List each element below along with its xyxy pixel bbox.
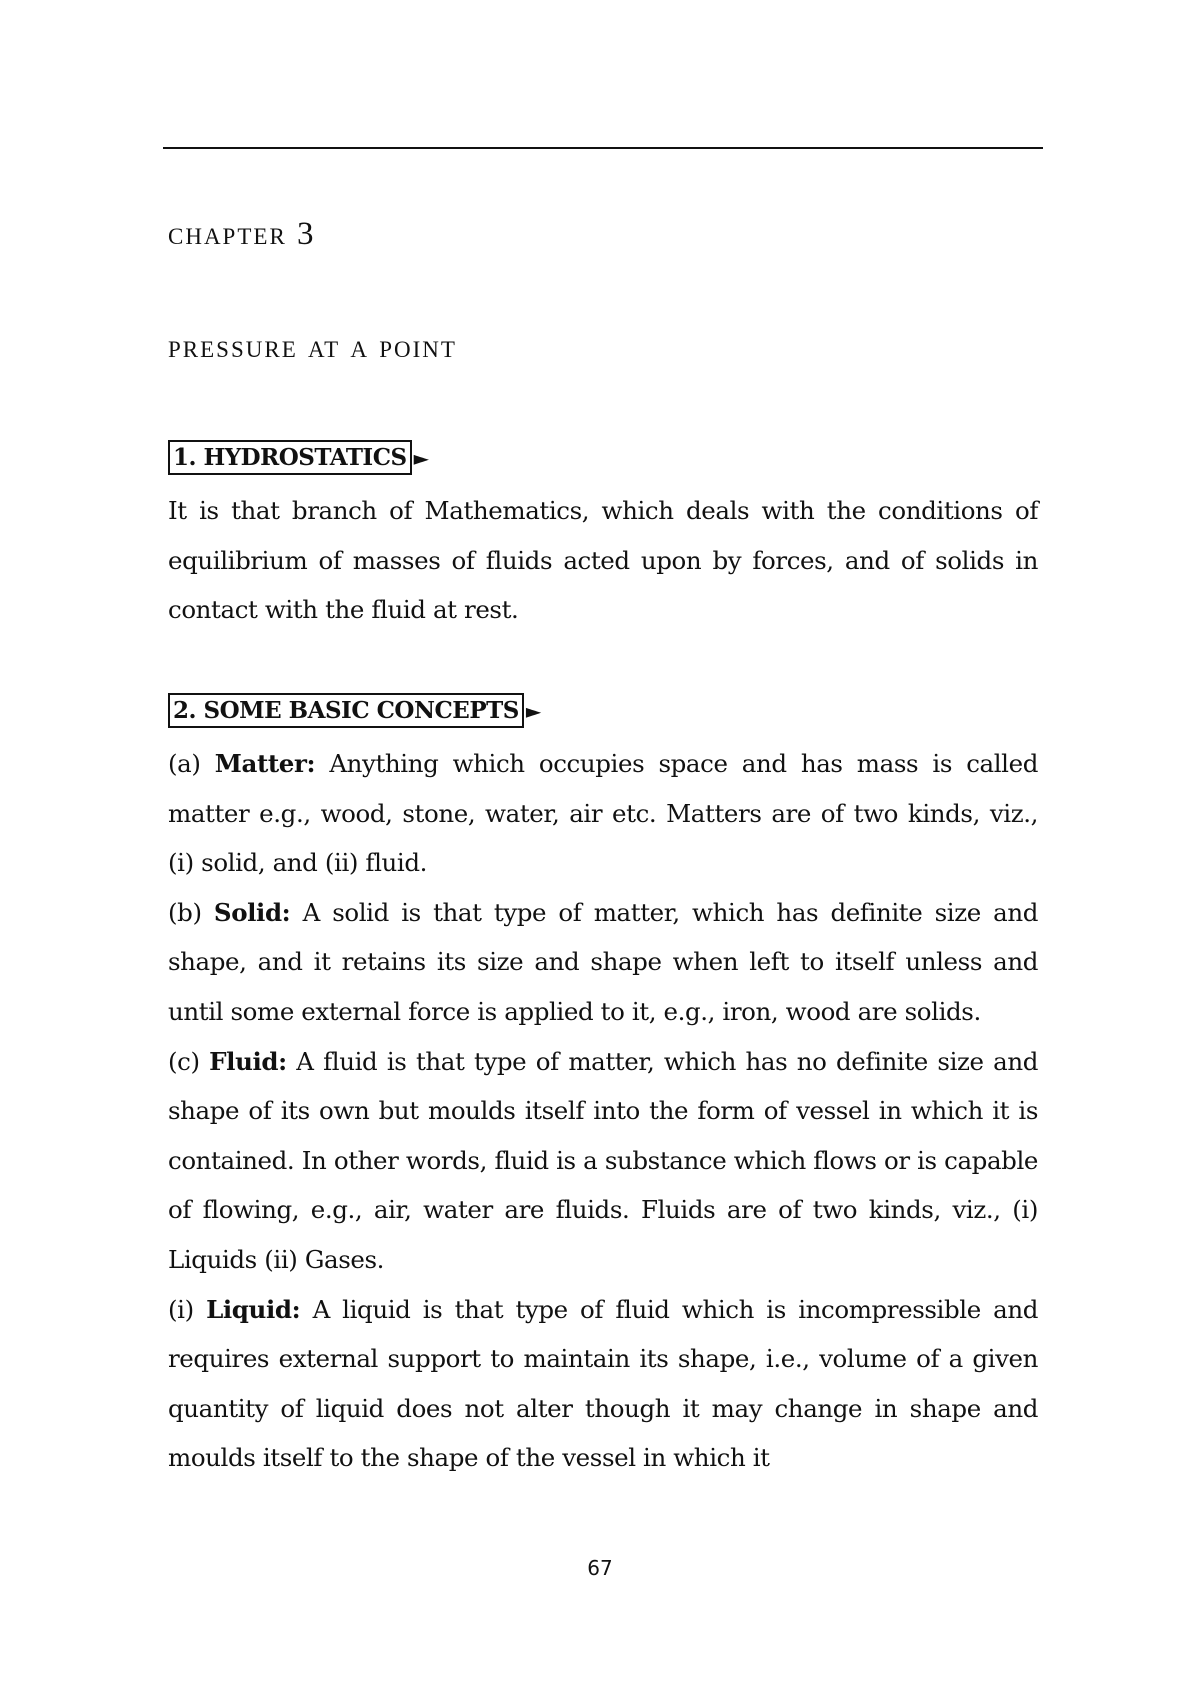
- section-heading-label: 1. HYDROSTATICS: [168, 440, 412, 475]
- arrow-right-icon: ►: [413, 445, 429, 470]
- section-heading-label: 2. SOME BASIC CONCEPTS: [168, 693, 524, 728]
- definition-text: A liquid is that type of fluid which is incompressible and requires external support to maintain its shape, i.e., volume of a given quantity of liquid does not alter though it may change in shape and moulds itself to the shape of the vessel in which it: [168, 1294, 1038, 1473]
- section-heading-hydrostatics: [168, 440, 429, 475]
- chapter-title: pressure at a point: [168, 329, 457, 365]
- page-number: 67: [587, 1556, 613, 1580]
- item-prefix: (b): [168, 897, 214, 927]
- term-solid: Solid:: [213, 897, 291, 927]
- term-liquid: Liquid:: [206, 1294, 301, 1324]
- item-prefix: (c): [168, 1046, 210, 1076]
- definition-matter: [168, 739, 1038, 888]
- section-heading-basic-concepts: [168, 693, 541, 728]
- definition-liquid: [168, 1285, 1038, 1483]
- definition-text: A fluid is that type of matter, which has no definite size and shape of its own but moulds itself into the form of vessel in which it is contained. In other words, fluid is a substance which flows or is capable of flowing, e.g., air, water are fluids. Fluids are of two kinds, viz., (i) Liquids (ii) Gases.: [168, 1046, 1039, 1274]
- top-rule: [163, 147, 1043, 149]
- paragraph: It is that branch of Mathematics, which deals with the conditions of equilibrium of masses of fluids acted upon by forces, and of solids in contact with the fluid at rest.: [168, 496, 1038, 625]
- definition-fluid: [168, 1037, 1038, 1285]
- definition-text: Anything which occupies space and has mass is called matter e.g., wood, stone, water, air etc. Matters are of two kinds, viz., (i) solid, and (ii) fluid.: [168, 749, 1038, 878]
- section-body-basic-concepts: [168, 739, 1038, 1483]
- term-matter: Matter:: [214, 749, 316, 778]
- arrow-right-icon: ►: [525, 698, 542, 723]
- item-prefix: (i): [168, 1294, 207, 1324]
- chapter-label: chapter 3: [168, 216, 316, 252]
- section-body-hydrostatics: [168, 486, 1038, 635]
- definition-solid: [168, 888, 1038, 1037]
- term-fluid: Fluid:: [209, 1046, 287, 1076]
- item-prefix: (a): [168, 749, 215, 778]
- definition-text: A solid is that type of matter, which has definite size and shape, and it retains its size and shape when left to itself unless and until some external force is applied to it, e.g., iron, wood are solids.: [168, 897, 1038, 1026]
